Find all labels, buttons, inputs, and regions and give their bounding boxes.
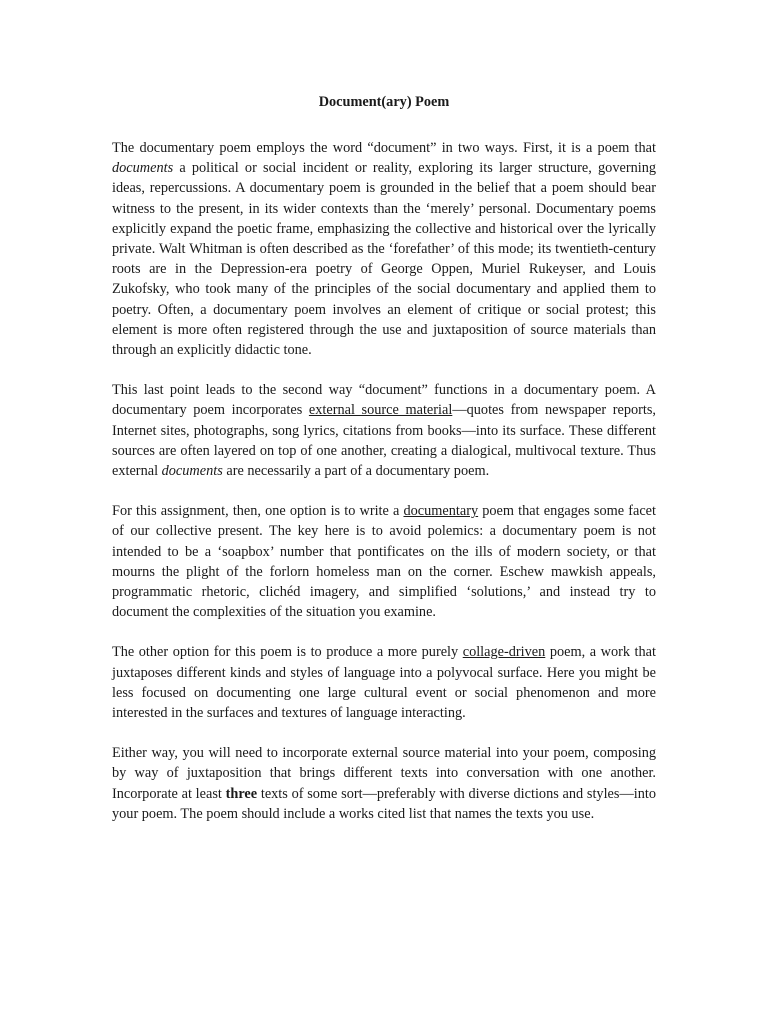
document-title: Document(ary) Poem [318, 94, 450, 110]
underlined-collage-driven: collage-driven [462, 644, 546, 661]
paragraph-1-text-a: The documentary poem employs the word “document” in two ways. First, it is a poem that [112, 140, 656, 156]
paragraph-4-text-a: The other option for this poem is to produce a more purely [112, 644, 463, 661]
paragraph-2-text-a: This last point leads to the second way “document” functions in a documentary poem. A documentary poem incorporates [112, 382, 656, 419]
emphasis-documents-2: documents [161, 463, 223, 480]
paragraph-1-text-b: a political or social incident or reality, exploring its larger structure, governing ideas, repercussions. A documentary poem is grounded in the belief that a poem should bear witness to the present, in its wider contexts than the ‘merely’ personal. Documentary poems explicitly expand the poetic frame, emphasizing the collective and historical over the lyrically private. Walt Whitman is often described as the ‘forefather’ of this mode; its twentieth-century roots are in the Depression-era poetry of George Oppen, Muriel Rukeyser, and Louis Zukofsky, who took many of the principles of the social documentary and applied them to poetry. Often, a documentary poem involves an element of critique or social protest; this element is more often registered through the use and juxtaposition of source materials than through an explicitly didactic tone. [112, 160, 656, 359]
paragraph-2-text-b: —quotes from newspaper reports, Internet sites, photographs, song lyrics, citations from books—into its surface. These different sources are often layered on top of one another, creating a dialogical, multivocal texture. Thus external [112, 402, 656, 480]
paragraph-3 [112, 501, 656, 622]
paragraph-4-text-b: poem, a work that juxtaposes different kinds and styles of language into a polyvocal surface. Here you might be less focused on documenting one large cultural event or social phenomenon and more interested in the surfaces and textures of language interacting. [112, 644, 656, 722]
underlined-external-source-material: external source material [308, 402, 453, 419]
bold-three: three [225, 785, 258, 802]
paragraph-2-text-c: are necessarily a part of a documentary poem. [222, 463, 490, 480]
paragraph-4 [112, 642, 656, 723]
paragraph-5 [112, 743, 656, 824]
paragraph-2 [112, 380, 656, 481]
paragraph-5-text-b: texts of some sort—preferably with diverse dictions and styles—into your poem. The poem should include a works cited list that names the texts you use. [112, 785, 656, 822]
paragraph-1 [112, 138, 656, 360]
emphasis-documents: documents [112, 160, 174, 177]
paragraph-5-text-a: Either way, you will need to incorporate external source material into your poem, composing by way of juxtaposition that brings different texts into conversation with one another. Incorporate at least [112, 745, 656, 802]
paragraph-3-text-b: poem that engages some facet of our collective present. The key here is to avoid polemics: a documentary poem is not intended to be a ‘soapbox’ number that pontificates on the ills of modern society, or that mourns the plight of the forlorn homeless man on the corner. Eschew mawkish appeals, programmatic rhetoric, clichéd imagery, and simplified ‘solutions,’ and instead try to document the complexities of the situation you examine. [112, 503, 656, 621]
underlined-documentary: documentary [403, 503, 479, 520]
paragraph-3-text-a: For this assignment, then, one option is to write a [112, 503, 404, 520]
